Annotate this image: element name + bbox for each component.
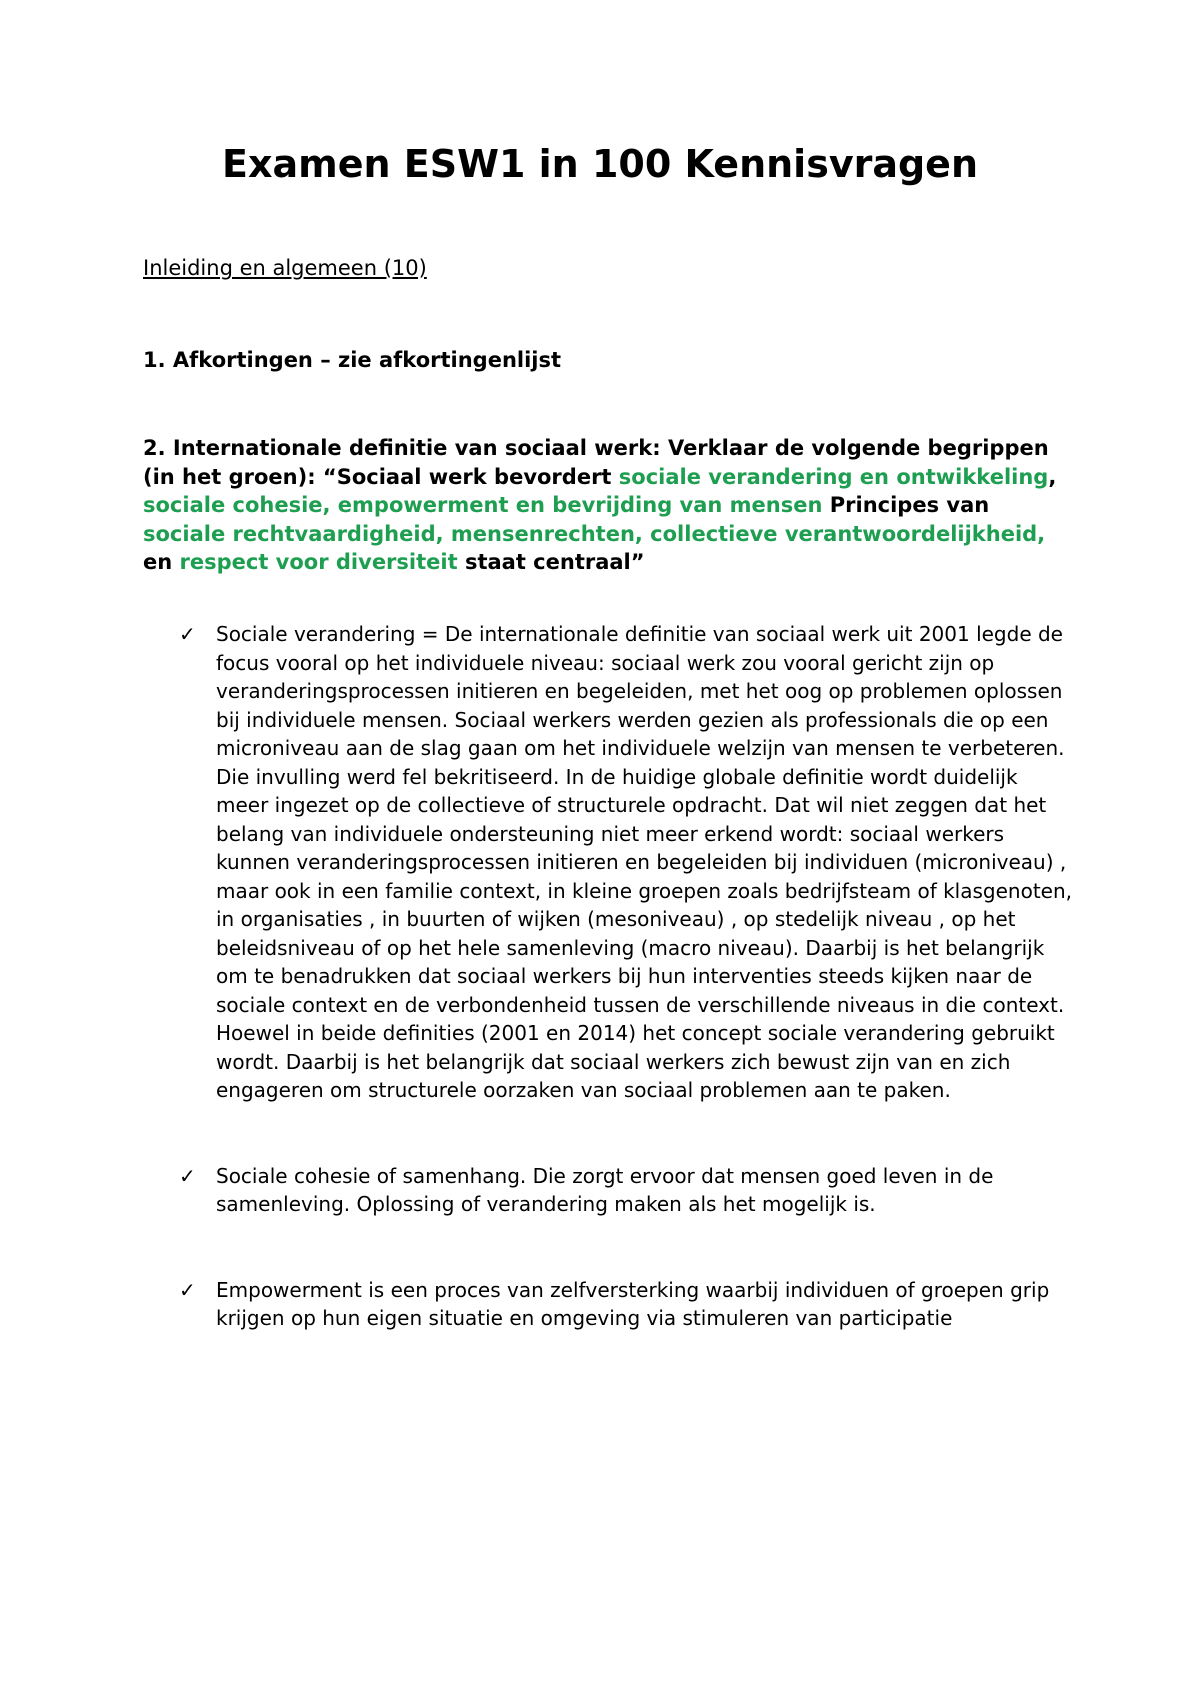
- list-item: [143, 1276, 1073, 1333]
- question-2: [143, 434, 1063, 577]
- question-2-text: ,: [1048, 464, 1057, 489]
- question-2-text: en: [143, 550, 180, 574]
- question-1: 1. Afkortingen – zie afkortingenlijst: [143, 348, 562, 372]
- green-term: sociale rechtvaardigheid, mensenrechten, collectieve verantwoordelijkheid,: [143, 521, 1046, 546]
- section-heading: Inleiding en algemeen (10): [143, 256, 427, 280]
- green-term: sociale verandering en ontwikkeling: [618, 464, 1049, 489]
- list-item: [143, 1162, 1073, 1219]
- list-item-text: Sociale cohesie of samenhang. Die zorgt ervoor dat mensen goed leven in de samenleving. Oplossing of verandering maken als het mogelijk is.: [216, 1163, 994, 1216]
- list-item: [143, 620, 1073, 1105]
- document-title: Examen ESW1 in 100 Kennisvragen: [221, 142, 978, 186]
- checkmark-icon: ✓: [179, 622, 196, 646]
- green-term: respect voor diversiteit: [179, 550, 458, 574]
- green-term: sociale cohesie, empowerment en bevrijding van mensen: [143, 493, 823, 517]
- question-2-text: Principes van: [822, 493, 990, 517]
- answer-bullet-list: [143, 620, 1073, 1333]
- question-2-text: 2. Internationale definitie van sociaal werk: Verklaar de volgende begrippen (in het groen): “Sociaal werk bevordert: [143, 436, 1049, 489]
- checkmark-icon: ✓: [179, 1277, 196, 1302]
- question-2-text: staat centraal”: [457, 550, 645, 574]
- checkmark-icon: ✓: [179, 1163, 196, 1188]
- list-item-text: Sociale verandering = De internationale definitie van sociaal werk uit 2001 legde de focus vooral op het individuele niveau: sociaal werk zou vooral gericht zijn op veranderingsprocessen initieren en begeleiden, met het oog op problemen oplossen bij individuele mensen. Sociaal werkers werden gezien als professionals die op een microniveau aan de slag gaan om het individuele welzijn van mensen te verbeteren. Die invulling werd fel bekritiseerd. In de huidige globale definitie wordt duidelijk meer ingezet op de collectieve of structurele opdracht. Dat wil niet zeggen dat het belang van individuele ondersteuning niet meer erkend wordt: sociaal werkers kunnen veranderingsprocessen initieren en begeleiden bij individuen (microniveau) , maar ook in een familie context, in kleine groepen zoals bedrijfsteam of klasgenoten, in organisaties , in buurten of wijken (mesoniveau) , op stedelijk niveau , op het beleidsniveau of op het hele samenleving (macro niveau). Daarbij is het belangrijk om te benadrukken dat sociaal werkers bij hun interventies steeds kijken naar de sociale context en de verbondenheid tussen de verschillende niveaus in die context. Hoewel in beide definities (2001 en 2014) het concept sociale verandering gebruikt wordt. Daarbij is het belangrijk dat sociaal werkers zich bewust zijn van en zich engageren om structurele oorzaken van sociaal problemen aan te paken.: [216, 622, 1073, 1102]
- list-item-text: Empowerment is een proces van zelfversterking waarbij individuen of groepen grip krijgen op hun eigen situatie en omgeving via stimuleren van participatie: [216, 1277, 1050, 1330]
